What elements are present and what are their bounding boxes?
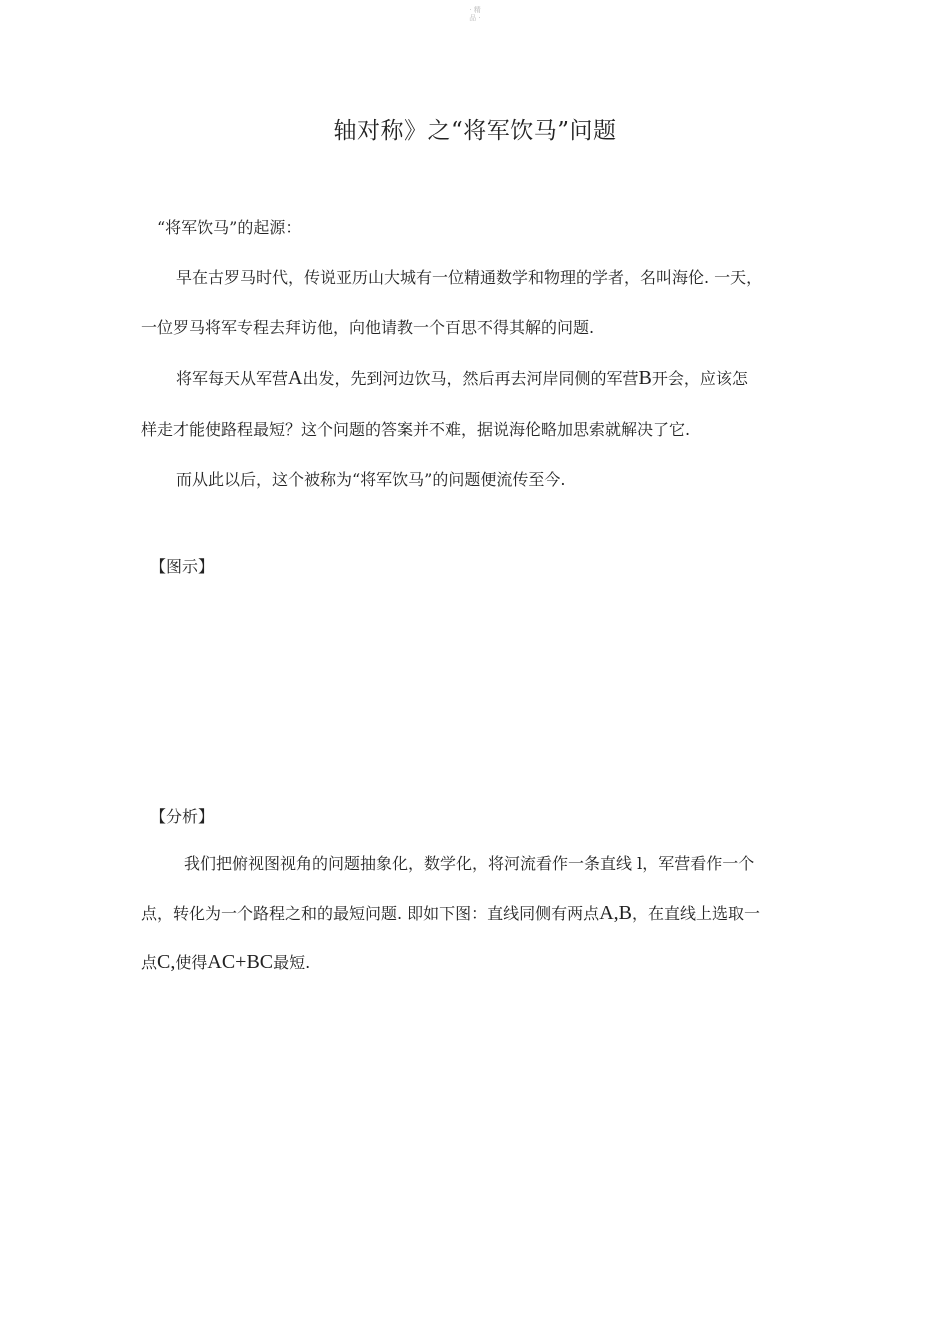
distance-expression: AC+BC bbox=[207, 951, 274, 973]
analysis-line-1: 我们把俯视图视角的问题抽象化，数学化，将河流看作一条直线 l，军营看作一个 bbox=[184, 854, 755, 873]
text-segment: 点 bbox=[141, 953, 158, 972]
analysis-line-2 bbox=[141, 901, 760, 926]
origin-paragraph-1-line-2: 一位罗马将军专程去拜访他，向他请教一个百思不得其解的问题. bbox=[141, 318, 595, 337]
figure-section-heading: 【图示】 bbox=[150, 557, 215, 576]
text-segment: 开会，应该怎 bbox=[651, 369, 748, 388]
origin-paragraph-2-line-1 bbox=[176, 366, 748, 391]
header-mark-line1: · 精 bbox=[469, 6, 481, 14]
text-segment: 最短. bbox=[273, 953, 311, 972]
origin-heading: “将军饮马”的起源： bbox=[157, 218, 302, 237]
text-segment: ，在直线上选取一 bbox=[631, 904, 760, 923]
point-label-b: B bbox=[638, 367, 652, 389]
text-segment: 使得 bbox=[175, 953, 208, 972]
origin-paragraph-2-line-2: 样走才能使路程最短？这个问题的答案并不难，据说海伦略加思索就解决了它. bbox=[141, 420, 691, 439]
header-mark-line2: 品 · bbox=[469, 14, 481, 22]
point-label-a: A bbox=[288, 367, 303, 389]
page-header-mark bbox=[0, 6, 950, 22]
points-ab-label: A,B bbox=[599, 902, 632, 924]
page-title: 轴对称》之“将军饮马”问题 bbox=[333, 118, 617, 144]
text-segment: 点，转化为一个路程之和的最短问题. 即如下图：直线同侧有两点 bbox=[141, 904, 600, 923]
origin-paragraph-1-line-1: 早在古罗马时代，传说亚历山大城有一位精通数学和物理的学者，名叫海伦. 一天， bbox=[176, 268, 763, 287]
point-label-c: C, bbox=[157, 951, 176, 973]
origin-paragraph-3: 而从此以后，这个被称为“将军饮马”的问题便流传至今. bbox=[176, 470, 566, 489]
analysis-line-3 bbox=[141, 950, 310, 975]
text-segment: 将军每天从军营 bbox=[176, 369, 289, 388]
text-segment: 出发，先到河边饮马，然后再去河岸同侧的军营 bbox=[302, 369, 639, 388]
analysis-heading: 【分析】 bbox=[150, 807, 215, 826]
